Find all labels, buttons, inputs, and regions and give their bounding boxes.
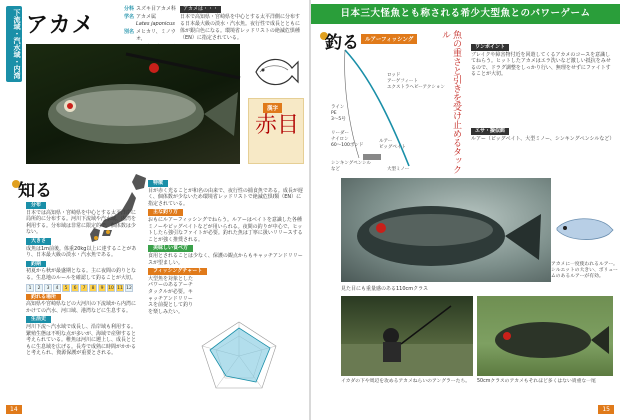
distribution-text: 日本では高知県・宮崎県を中心とする太平洋岸に局所的に分布する。河川下流域や汽水域、内湾を利用する。分布域は非常に限定的で、個体数は少ない。 (26, 209, 137, 236)
rod-label: エクストラヘビーアクション (387, 85, 445, 90)
section-title-know: 知る (18, 181, 52, 201)
about-text: 日本で高知県・宮崎県を中心とする太平洋側に分布する日本最大級の淡水・汽水魚。夜行性で成長とともに体が銀白色になる。環境省レッドリストの絶滅危惧種（EN）に指定されている。 (180, 14, 301, 41)
feature-block (148, 178, 304, 315)
feature-label: 特徴 (148, 180, 168, 187)
line-label: ライン (331, 105, 345, 110)
lure-label: シンキングペンシル (331, 161, 372, 166)
left-page (0, 0, 309, 420)
page-number: 15 (598, 405, 614, 414)
anglers-illustration (341, 296, 473, 376)
info-row: 別名 メヒカリ、ミノウオ、 (124, 28, 176, 42)
lure-photo (551, 198, 617, 260)
tackle-label: 主な釣り方 (148, 209, 183, 216)
lure-label: 大型ミノー (387, 167, 410, 172)
lure-label: など (331, 167, 340, 172)
radar-text: 大型魚を対象としたパワーのあるアーチタックルが必要。キャッチアンドリリースを前提として釣りを楽しみたい。 (148, 275, 194, 315)
leader-label: リーダー (331, 131, 349, 136)
section-title-fish: 釣る (325, 33, 359, 53)
one-point-text: ブレイクや障害物付近を回遊してくるアカメのコースを意識してねらう。ヒットしたアカメはエラ洗いなど激しい抵抗をみせるので、ドラグ調整をしっかり行い、無理をせずにファイトすることが大切。 (471, 51, 611, 78)
about-tag: アカメは・・・ (180, 6, 221, 13)
ecology-text: 河川下流〜汽水域で成長し、沿岸域も利用する。繁殖生態は不明な点が多いが、海域で産卵すると考えられている。稚魚は河川に遡上し、成長とともに生息域を広げる。長寿で成熟に時間がかかると考えられ、資源保護が重要とされる。 (26, 323, 137, 357)
season-text: 初夏から秋が最盛期となる。主に夜間の釣りとなる。生息地のルールを確認して釣ることが大切。 (26, 268, 137, 281)
about-box (180, 6, 304, 42)
lure-fishing-tag: ルアーフィッシング (361, 34, 417, 44)
lure-label: ルアー (379, 139, 393, 144)
fish-name: アカメ (26, 13, 95, 38)
lure-caption: アカメに一度使われるルアー。シルエットの大きい、ボリュームのあるルアーが有効。 (551, 262, 618, 279)
taste-text: 食用とされることは少なく、保護の観点からもキャッチアンドリリースが望ましい。 (148, 252, 303, 266)
feature-text: 目が赤く光ることが和名の由来で、夜行性の捕食魚である。成長が遅く、個体数が少ないため環境省レッドリストで絶滅危惧Ⅰ類（EN）に指定されている。 (148, 187, 303, 207)
underwater-photo (341, 178, 551, 282)
kanji-text: 赤目 (254, 113, 299, 138)
month-cell: 7 (80, 284, 88, 292)
tackle-diagram (329, 46, 445, 174)
rod-label: ロッド (387, 73, 401, 78)
distribution-label: 分布 (26, 202, 46, 209)
line-label: PE (331, 111, 337, 116)
line-label: 3〜5号 (331, 117, 346, 122)
right-page (311, 0, 620, 420)
month-cell: 3 (44, 284, 52, 292)
banner-title: 日本三大怪魚とも称される希少大型魚とのパワーゲーム (311, 4, 620, 24)
bait-label: エサ・擬似餌 (471, 128, 509, 135)
one-point-label: ワンポイント (471, 44, 509, 51)
photo-caption: イカダの下や周辺を攻めるアカメねらいのアングラーたち。 (341, 379, 471, 384)
month-cell: 1 (26, 284, 34, 292)
photo-caption: 見た目にも重量感のある110cmクラス (341, 286, 429, 292)
fish-on-grass-illustration (477, 296, 613, 376)
ecology-label: 生活史 (26, 316, 51, 323)
fish-silhouette-icon (250, 50, 300, 94)
month-cell: 5 (62, 284, 70, 292)
main-fish-photo (26, 44, 240, 164)
month-cell: 9 (98, 284, 106, 292)
habitat-text: 高知県や宮崎県などの大河川の下流域から内湾にかけての汽水、河口域、港湾などに生息する。 (26, 301, 137, 314)
fish-photo-illustration (26, 44, 240, 164)
lure-label: ビッグベイト (379, 145, 406, 150)
month-cell: 8 (89, 284, 97, 292)
info-row: 学名 アカメ属 (124, 13, 156, 20)
kanji-label: 漢字 (263, 103, 282, 113)
distribution-block (26, 200, 140, 357)
radar-label: フィッシングチャート (148, 268, 207, 275)
tackle-text: おもにルアーフィッシングでねらう。ルアーはベイトを意識した各種ミノーやビッグベイトなどが用いられる。夜間の釣りが中心で、ヒットしたら強引なファイトが必要。釣れた魚は丁寧に扱いリリースすることが強く推奨される。 (148, 216, 303, 243)
season-label: 釣期 (26, 261, 46, 268)
category-tab: 下流域・汽水域・内湾 (6, 6, 22, 82)
month-cell: 12 (126, 285, 132, 291)
radar-chart (196, 318, 282, 392)
lure-illustration (551, 198, 617, 260)
underwater-illustration (341, 178, 551, 282)
info-row: Lates japonicus (136, 21, 175, 27)
vertical-headline: 魚の重さと引きを受け止めるタックル (440, 30, 461, 174)
anglers-photo (341, 296, 473, 376)
leader-label: 60〜100ポンド (331, 143, 364, 148)
month-cell: 6 (71, 284, 79, 292)
taste-label: 美味しい食べ方 (148, 245, 193, 252)
page-number: 14 (6, 405, 22, 414)
month-cell: 11 (117, 285, 123, 291)
fish-on-grass-photo (477, 296, 613, 376)
month-cell: 2 (35, 284, 43, 292)
photo-caption: 50cmクラスのアカメもそれほど多くはない貴重な一尾 (477, 379, 596, 384)
one-point-block (471, 44, 613, 78)
month-cell: 10 (108, 285, 114, 291)
kanji-box (248, 98, 304, 164)
month-calendar (26, 284, 140, 292)
size-label: 大きさ (26, 238, 51, 245)
bait-block (471, 128, 613, 142)
habitat-label: 釣れる場所 (26, 294, 61, 301)
size-text: 成魚は1m前後。体重20kg以上に達することがあり、日本最大級の淡水・汽水魚である。 (26, 245, 137, 259)
month-cell: 4 (53, 284, 61, 292)
info-row: 分科 スズキ目アカメ科 (124, 6, 176, 12)
bait-text: ルアー（ビッグベイト、大型ミノー、シンキングペンシルなど） (471, 135, 615, 142)
rod-label: アーゲフィート (387, 79, 419, 84)
leader-label: ナイロン (331, 137, 349, 142)
